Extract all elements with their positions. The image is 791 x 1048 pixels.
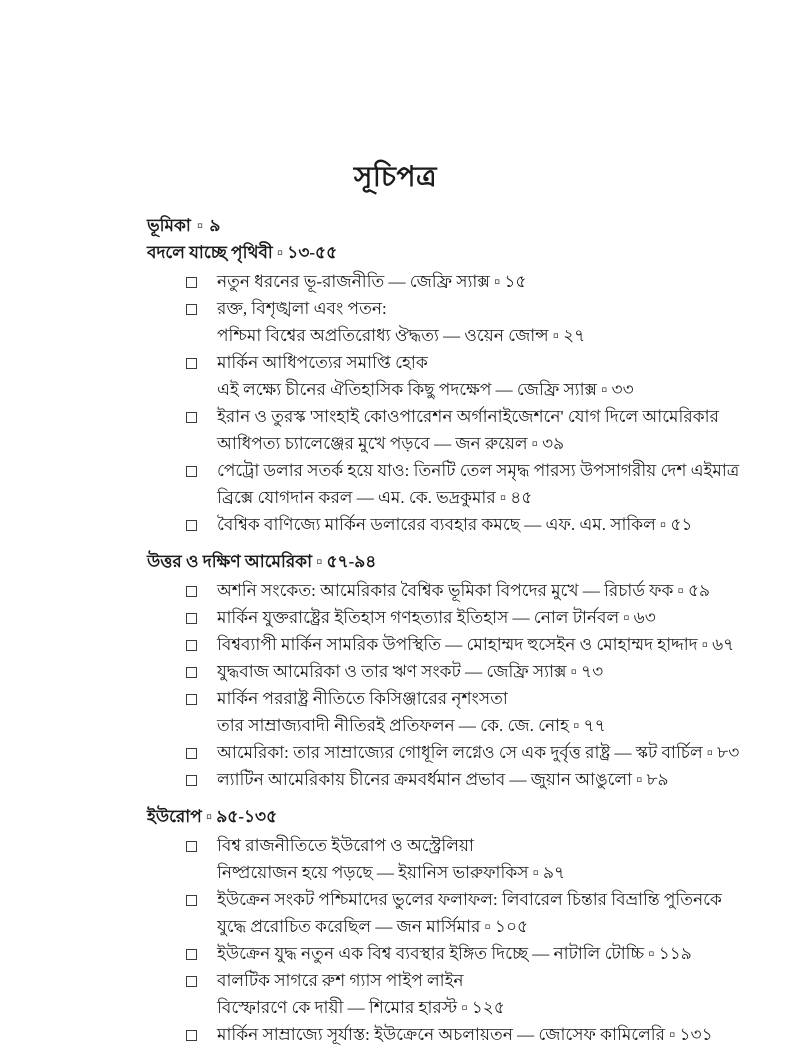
bullet-square-icon (186, 520, 197, 531)
toc-entry-line: ইউক্রেন সংকট পশ্চিমাদের ভুলের ফলাফল: লিবারেল চিন্তার বিভ্রান্তি পুতিনকে (217, 890, 722, 909)
toc-entry-line: ইরান ও তুরস্ক 'সাংহাই কোওপারেশন অর্গানাইজেশনে' যোগ দিলে আমেরিকার (217, 407, 719, 426)
section-header: বদলে যাচ্ছে পৃথিবী ▫ ১৩-৫৫ (147, 243, 338, 262)
toc-entry-line: নতুন ধরনের ভূ-রাজনীতি — জেফ্রি স্যাক্স ▫ ১৫ (217, 272, 527, 291)
toc-entry-text (217, 631, 734, 658)
toc-entry-line: বিশ্বব্যাপী মার্কিন সামরিক উপস্থিতি — মোহাম্মদ হুসেইন ও মোহাম্মদ হাদ্দাদ ▫ ৬৭ (217, 635, 735, 654)
toc-entry-text (217, 268, 707, 295)
toc-entry-line: বৈশ্বিক বাণিজ্যে মার্কিন ডলারের ব্যবহার কমছে — এফ. এম. সাকিল ▫ ৫১ (217, 515, 693, 534)
toc-entry (147, 658, 707, 685)
toc-entry-line: মার্কিন সাম্রাজ্যে সূর্যাস্ত: ইউক্রেনে অচলায়তন — জোসেফ কামিলেরি ▫ ১৩১ (217, 1025, 713, 1044)
toc-entry-line: আমেরিকা: তার সাম্রাজ্যের গোধূলি লগ্নেও সে এক দুর্বৃত্ত রাষ্ট্র — স্কট বার্চিল ▫ ৮৩ (217, 743, 740, 762)
bullet-square-icon (186, 748, 197, 759)
toc-entry (147, 511, 707, 538)
toc-entry-line: এই লক্ষ্যে চীনের ঐতিহাসিক কিছু পদক্ষেপ — জেফ্রি স্যাক্স ▫ ৩৩ (217, 380, 634, 399)
bullet-square-icon (186, 841, 197, 852)
toc-entry-text (217, 604, 707, 631)
toc-entry (147, 295, 707, 349)
toc-entry-text (217, 349, 707, 403)
toc-entry (147, 1021, 713, 1048)
toc-entry-line: মার্কিন আধিপত্যের সমাপ্তি হোক (217, 353, 428, 372)
toc-entry (147, 739, 740, 766)
toc-entry-line: অশনি সংকেত: আমেরিকার বৈশ্বিক ভূমিকা বিপদের মুখে — রিচার্ড ফক ▫ ৫৯ (217, 581, 711, 600)
toc-entry (147, 685, 707, 739)
toc-entry-line: যুদ্ধে প্ররোচিত করেছিল — জন মার্সিমার ▫ ১০৫ (217, 917, 529, 936)
section-header: উত্তর ও দক্ষিণ আমেরিকা ▫ ৫৭-৯৪ (147, 552, 377, 571)
toc-sections (147, 239, 740, 1048)
bullet-square-icon (186, 277, 197, 288)
bullet-square-icon (186, 304, 197, 315)
intro-page-number: ৯ (209, 216, 221, 235)
toc-entry (147, 940, 707, 967)
toc-entry-text (217, 403, 719, 457)
toc-section (147, 239, 740, 538)
toc-entry (147, 349, 707, 403)
toc-entry (147, 577, 711, 604)
toc-entry-line: মার্কিন যুক্তরাষ্ট্রের ইতিহাস গণহত্যার ইতিহাস — নোল টার্নবল ▫ ৬৩ (217, 608, 656, 627)
toc-entry-text (217, 511, 707, 538)
toc-entry-text (217, 1021, 713, 1048)
toc-entry (147, 403, 719, 457)
bullet-square-icon (186, 613, 197, 624)
toc-entry (147, 604, 707, 631)
toc-section (147, 548, 740, 793)
toc-entry-line: মার্কিন পররাষ্ট্র নীতিতে কিসিঞ্জারের নৃশংসতা (217, 689, 508, 708)
bullet-square-icon (186, 1030, 197, 1041)
toc-entry (147, 886, 722, 940)
toc-entry (147, 967, 707, 1021)
toc-entry-line: ইউক্রেন যুদ্ধ নতুন এক বিশ্ব ব্যবস্থার ইঙ্গিত দিচ্ছে — নাটালি টোচ্চি ▫ ১১৯ (217, 944, 692, 963)
toc-entry-line: আধিপত্য চ্যালেঞ্জের মুখে পড়বে — জন রুয়েল ▫ ৩৯ (217, 434, 565, 453)
toc-entry-line: ল্যাটিন আমেরিকায় চীনের ক্রমবর্ধমান প্রভাব — জুয়ান আঙুলো ▫ ৮৯ (217, 770, 669, 789)
bullet-square-icon (186, 775, 197, 786)
toc-entry-text (217, 940, 707, 967)
toc-entry (147, 457, 740, 511)
bullet-square-icon (186, 694, 197, 705)
bullet-square-icon (186, 667, 197, 678)
toc-entry-text (217, 658, 707, 685)
toc-entry-line: যুদ্ধবাজ আমেরিকা ও তার ঋণ সংকট — জেফ্রি স্যাক্স ▫ ৭৩ (217, 662, 604, 681)
section-header: ইউরোপ ▫ ৯৫-১৩৫ (147, 807, 278, 826)
toc-entry-text (217, 766, 707, 793)
toc-entry-text (217, 967, 707, 1021)
toc-entry-text (217, 295, 707, 349)
toc-entry-line: নিষ্প্রয়োজন হয়ে পড়ছে — ইয়ানিস ভারুফাকিস ▫ ৯৭ (217, 863, 566, 882)
table-of-contents (147, 212, 740, 1048)
toc-section (147, 803, 722, 1048)
bullet-square-icon (186, 640, 197, 651)
toc-entry-text (217, 739, 739, 766)
toc-entry (147, 766, 707, 793)
toc-entry-line: বিস্ফোরণে কে দায়ী — শিমোর হারস্ট ▫ ১২৫ (217, 998, 505, 1017)
bullet-square-icon (186, 586, 197, 597)
toc-entry-text (217, 457, 739, 511)
page-title: সূচিপত্র (353, 162, 438, 193)
bullet-square-icon (186, 358, 197, 369)
bullet-square-icon (186, 466, 197, 477)
toc-entry-line: তার সাম্রাজ্যবাদী নীতিরই প্রতিফলন — কে. জে. নোহ ▫ ৭৭ (217, 716, 606, 735)
toc-entry-text (217, 832, 707, 886)
toc-entry-line: বালটিক সাগরে রুশ গ্যাস পাইপ লাইন (217, 971, 464, 990)
bullet-square-icon (186, 895, 197, 906)
toc-entry (147, 832, 707, 886)
toc-entry (147, 268, 707, 295)
toc-entry-line: ব্রিক্সে যোগদান করল — এম. কে. ভদ্রকুমার ▫ ৪৫ (217, 488, 533, 507)
bullet-square-icon (186, 976, 197, 987)
toc-entry-text (217, 685, 707, 739)
toc-entry-line: পেট্রো ডলার সতর্ক হয়ে যাও: তিনটি তেল সমৃদ্ধ পারস্য উপসাগরীয় দেশ এইমাত্র (217, 461, 740, 480)
separator-square-icon: ▫ (197, 216, 204, 235)
toc-entry-line: বিশ্ব রাজনীতিতে ইউরোপ ও অস্ট্রেলিয়া (217, 836, 474, 855)
bullet-square-icon (186, 949, 197, 960)
intro-entry (147, 212, 707, 239)
intro-label: ভূমিকা (147, 216, 191, 235)
toc-entry-line: রক্ত, বিশৃঙ্খলা এবং পতন: (217, 299, 387, 318)
toc-entry (147, 631, 735, 658)
toc-entry-text (217, 577, 710, 604)
toc-entry-line: পশ্চিমা বিশ্বের অপ্রতিরোধ্য ঔদ্ধত্য — ওয়েন জোন্স ▫ ২৭ (217, 326, 586, 345)
toc-entry-text (217, 886, 722, 940)
bullet-square-icon (186, 412, 197, 423)
